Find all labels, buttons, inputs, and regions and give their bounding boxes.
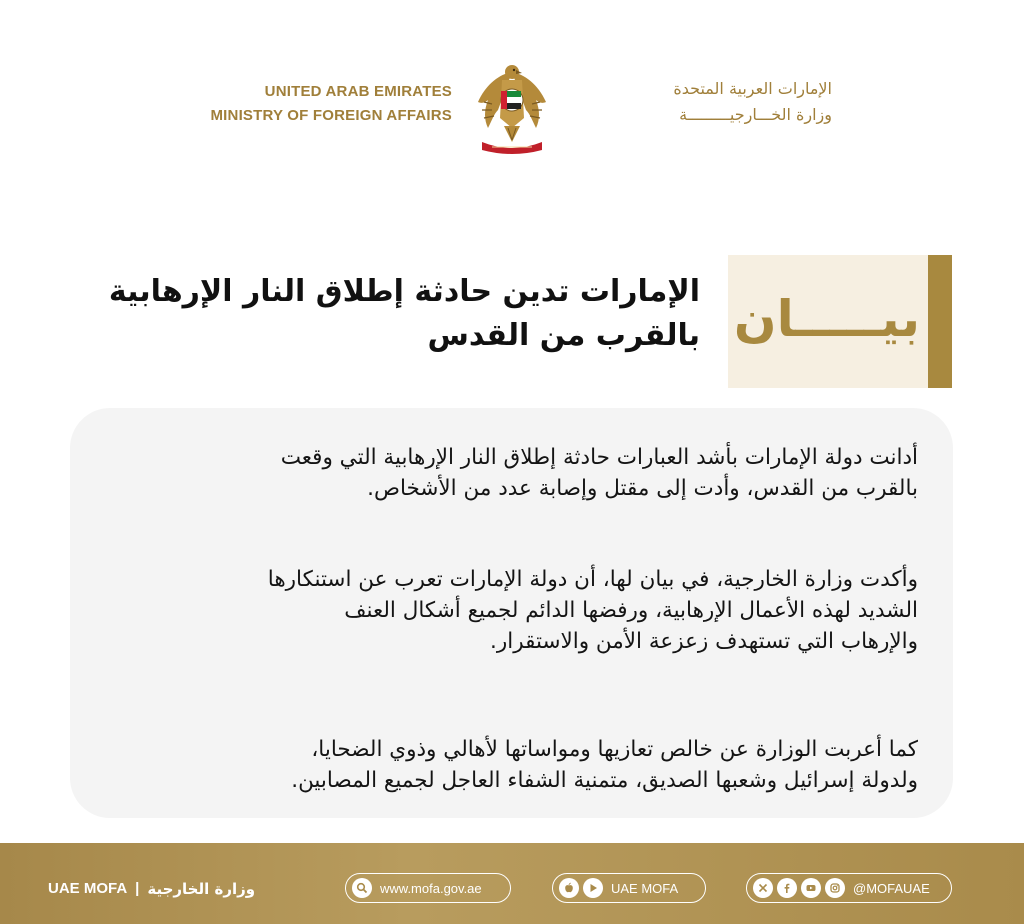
header-en-ministry: MINISTRY OF FOREIGN AFFAIRS	[210, 107, 452, 124]
statement-title	[80, 270, 700, 358]
instagram-icon[interactable]	[825, 878, 845, 898]
youtube-icon[interactable]	[801, 878, 821, 898]
footer-brand-en: UAE MOFA	[48, 880, 128, 897]
search-icon	[352, 878, 372, 898]
header-en-country: UNITED ARAB EMIRATES	[264, 83, 452, 100]
social-links[interactable]	[746, 873, 952, 903]
website-url: www.mofa.gov.ae	[380, 880, 482, 896]
uae-falcon-emblem-icon	[472, 58, 552, 158]
paragraph-line: أدانت دولة الإمارات بأشد العبارات حادثة إطلاق النار الإرهابية التي وقعت	[280, 445, 918, 470]
title-line: بالقرب من القدس	[427, 318, 700, 353]
footer-brand-ar: وزارة الخارجية	[147, 880, 256, 898]
paragraph-line: الشديد لهذه الأعمال الإرهابية، ورفضها الدائم لجميع أشكال العنف	[344, 598, 918, 623]
title-line: الإمارات تدين حادثة إطلاق النار الإرهابية	[108, 274, 700, 309]
body-paragraph-1	[100, 442, 918, 504]
header-ar-country: الإمارات العربية المتحدة	[673, 79, 832, 98]
header-ar-ministry: وزارة الخـــارجيـــــــــة	[679, 105, 832, 124]
paragraph-line: وأكدت وزارة الخارجية، في بيان لها، أن دولة الإمارات تعرب عن استنكارها	[267, 567, 918, 592]
statement-badge-accent-bar	[928, 255, 952, 388]
facebook-icon[interactable]	[777, 878, 797, 898]
paragraph-line: والإرهاب التي تستهدف زعزعة الأمن والاستقرار.	[490, 629, 918, 654]
paragraph-line: بالقرب من القدس، وأدت إلى مقتل وإصابة عدد من الأشخاص.	[367, 476, 918, 501]
body-paragraph-3	[100, 734, 918, 796]
website-link[interactable]	[345, 873, 511, 903]
body-paragraph-2	[100, 564, 918, 657]
header-arabic	[572, 76, 832, 128]
x-icon[interactable]	[753, 878, 773, 898]
app-label: UAE MOFA	[611, 880, 679, 896]
apple-icon	[559, 878, 579, 898]
header-english	[200, 80, 452, 128]
play-store-icon	[583, 878, 603, 898]
footer-brand	[48, 877, 255, 901]
footer-brand-separator: |	[135, 880, 140, 897]
app-link[interactable]	[552, 873, 706, 903]
paragraph-line: كما أعربت الوزارة عن خالص تعازيها ومواساتها لأهالي وذوي الضحايا،	[311, 737, 918, 762]
paragraph-line: ولدولة إسرائيل وشعبها الصديق، متمنية الشفاء العاجل لجميع المصابين.	[291, 768, 918, 793]
statement-badge-label: بيـــــان	[733, 290, 920, 348]
social-handle: @MOFAUAE	[853, 880, 930, 896]
